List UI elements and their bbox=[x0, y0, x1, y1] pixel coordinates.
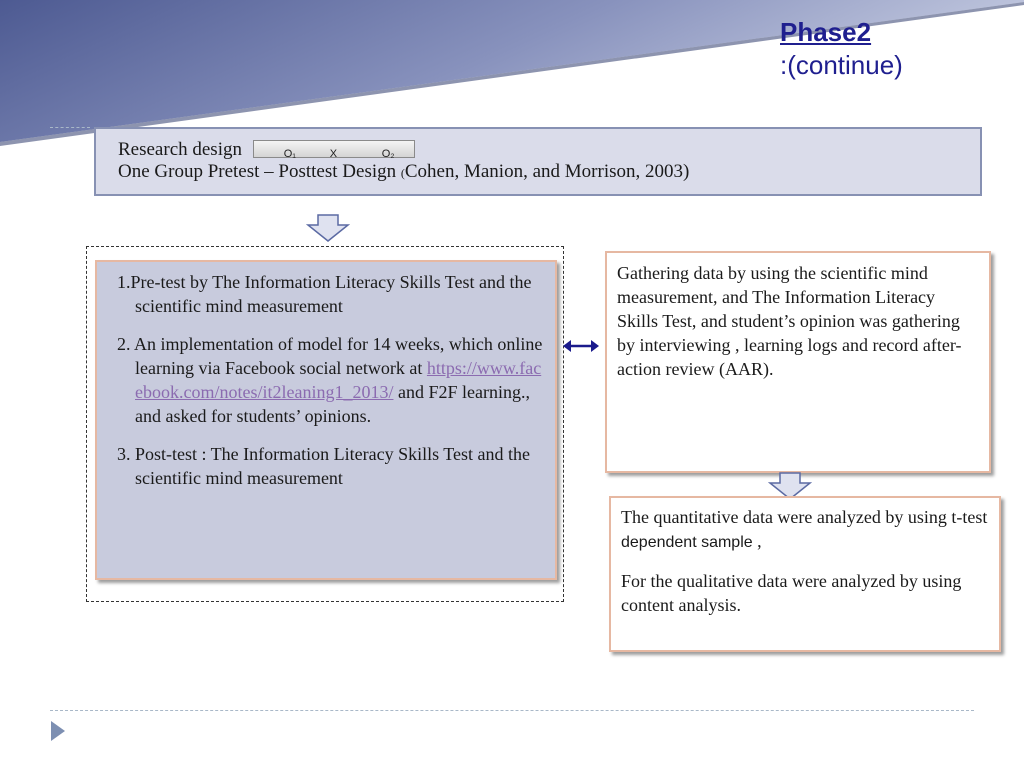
double-arrow-icon bbox=[562, 337, 600, 355]
step-implementation-text: 2. An implementation of model for 14 weeks, which online learning via Facebook social network at bbox=[117, 334, 543, 378]
play-triangle-icon[interactable] bbox=[50, 720, 66, 742]
design-notation bbox=[253, 140, 415, 158]
o2-label: O₂ bbox=[381, 147, 395, 160]
qualitative-analysis: For the qualitative data were analyzed by using content analysis. bbox=[621, 571, 962, 615]
bottom-divider bbox=[50, 710, 974, 711]
design-citation: Cohen, Manion, and Morrison, 2003) bbox=[404, 161, 690, 182]
facebook-link[interactable]: https://www.facebook.com/notes/it2leaning1_2013/ bbox=[135, 358, 542, 402]
design-label: Research design bbox=[118, 139, 242, 160]
data-gathering-box bbox=[605, 251, 991, 473]
design-name: One Group Pretest – Posttest Design bbox=[118, 161, 397, 182]
quant-method: dependent sample bbox=[621, 534, 753, 551]
gathering-text: Gathering data by using the scientific mind measurement, and The Information Literacy Skills Test, and student’s opinion was gathering by interviewing , learning logs and record after-action review (AAR). bbox=[617, 263, 962, 379]
step-pretest: 1.Pre-test by The Information Literacy Skills Test and the scientific mind measurement bbox=[117, 272, 532, 316]
step-implementation-tail: and F2F learning., and asked for students’ opinions. bbox=[135, 382, 530, 426]
title-continue: :(continue) bbox=[780, 50, 903, 80]
step-posttest: 3. Post-test : The Information Literacy Skills Test and the scientific mind measurement bbox=[117, 444, 531, 488]
quantitative-analysis bbox=[621, 505, 989, 555]
o1-label: O₁ bbox=[283, 147, 297, 160]
data-analysis-box bbox=[609, 496, 1001, 652]
quant-text: The quantitative data were analyzed by using t-test bbox=[621, 507, 988, 527]
citation-paren: ( bbox=[400, 166, 405, 180]
research-design-box bbox=[94, 127, 982, 196]
top-divider bbox=[50, 127, 90, 128]
quant-tail: , bbox=[752, 531, 762, 551]
title-phase: Phase2 bbox=[780, 17, 872, 47]
down-arrow-icon bbox=[306, 214, 350, 242]
page-title bbox=[780, 16, 903, 82]
x-label: X bbox=[329, 147, 338, 160]
procedure-steps-box bbox=[95, 260, 557, 580]
step-implementation bbox=[117, 332, 547, 428]
